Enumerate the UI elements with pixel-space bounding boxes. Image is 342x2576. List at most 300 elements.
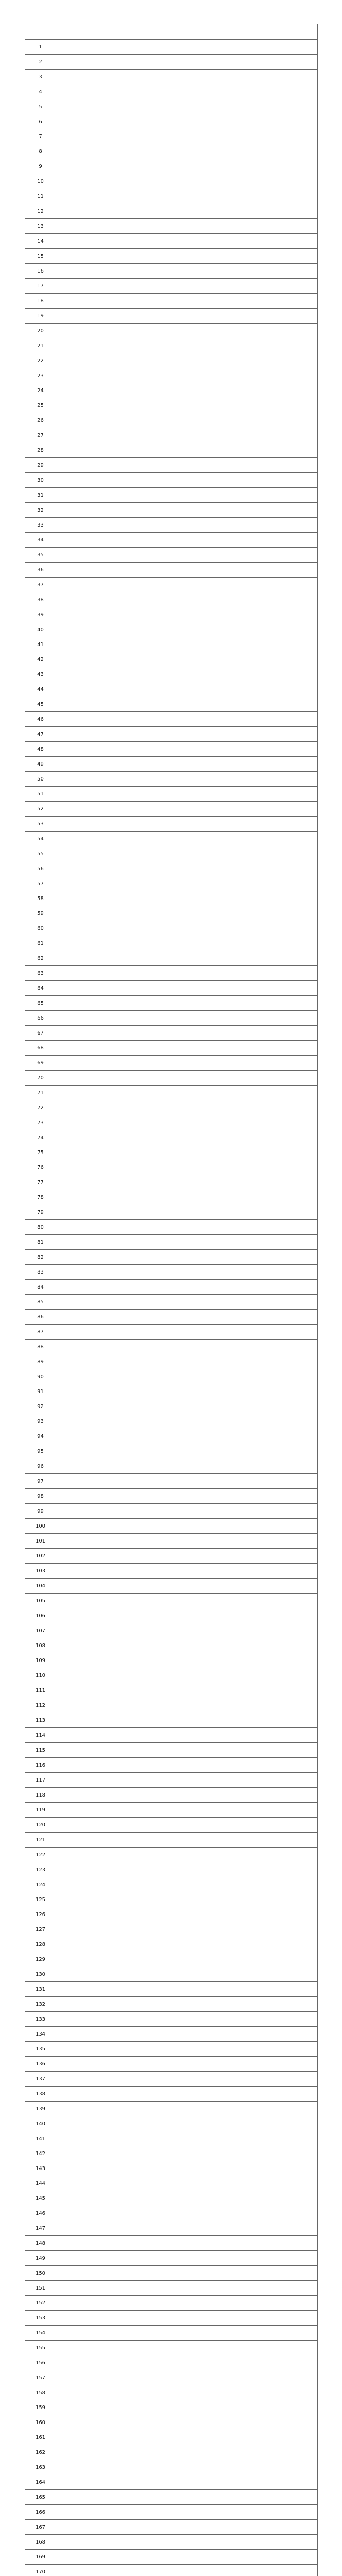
row-region [56,906,98,921]
row-index: 117 [25,1773,56,1788]
row-region [56,1713,98,1728]
table-row [25,607,318,622]
row-index: 139 [25,2102,56,2116]
row-company-name [98,936,318,951]
row-index: 67 [25,1026,56,1041]
row-region [56,473,98,488]
row-company-name [98,1937,318,1952]
row-company-name [98,802,318,817]
row-region [56,787,98,802]
row-region [56,2490,98,2505]
row-company-name [98,2341,318,2355]
table-row [25,1354,318,1369]
table-row [25,219,318,234]
row-company-name [98,55,318,70]
row-company-name [98,40,318,55]
table-row [25,383,318,398]
table-row [25,1444,318,1459]
row-index: 104 [25,1579,56,1594]
table-row [25,1369,318,1384]
row-index: 105 [25,1594,56,1608]
row-index: 65 [25,996,56,1011]
row-index: 7 [25,129,56,144]
row-index: 56 [25,861,56,876]
row-company-name [98,189,318,204]
row-company-name [98,488,318,503]
row-index: 55 [25,846,56,861]
row-company-name [98,159,318,174]
table-row [25,249,318,264]
row-company-name [98,2236,318,2251]
row-company-name [98,1369,318,1384]
row-index: 114 [25,1728,56,1743]
row-company-name [98,1579,318,1594]
row-index: 35 [25,548,56,563]
row-index: 96 [25,1459,56,1474]
table-row [25,1952,318,1967]
row-region [56,2430,98,2445]
row-region [56,1354,98,1369]
row-company-name [98,1519,318,1534]
row-region [56,1115,98,1130]
row-company-name [98,1295,318,1310]
row-region [56,219,98,234]
row-region [56,1384,98,1399]
row-region [56,2206,98,2221]
table-row [25,413,318,428]
row-company-name [98,503,318,518]
row-region [56,697,98,712]
row-index: 147 [25,2221,56,2236]
row-index: 76 [25,1160,56,1175]
row-region [56,70,98,84]
row-region [56,1848,98,1862]
table-row [25,1175,318,1190]
row-index: 119 [25,1803,56,1818]
row-index: 79 [25,1205,56,1220]
row-region [56,1011,98,1026]
row-index: 109 [25,1653,56,1668]
row-index: 143 [25,2161,56,2176]
row-index: 21 [25,338,56,353]
row-company-name [98,1564,318,1579]
row-company-name [98,1892,318,1907]
row-company-name [98,667,318,682]
row-company-name [98,428,318,443]
table-row [25,2221,318,2236]
table-row [25,458,318,473]
row-index: 81 [25,1235,56,1250]
row-index: 6 [25,114,56,129]
row-company-name [98,353,318,368]
row-region [56,443,98,458]
row-region [56,2057,98,2072]
row-company-name [98,1265,318,1280]
row-company-name [98,2326,318,2341]
row-index: 157 [25,2370,56,2385]
row-index: 63 [25,966,56,981]
row-company-name [98,443,318,458]
row-company-name [98,129,318,144]
row-company-name [98,99,318,114]
row-index: 167 [25,2520,56,2535]
row-company-name [98,2176,318,2191]
row-company-name [98,2400,318,2415]
table-row [25,2087,318,2102]
table-row [25,1504,318,1519]
table-row [25,473,318,488]
row-index: 163 [25,2460,56,2475]
row-company-name [98,338,318,353]
row-region [56,1444,98,1459]
table-row [25,2281,318,2296]
row-region [56,2072,98,2087]
table-row [25,2326,318,2341]
row-index: 141 [25,2131,56,2146]
row-region [56,951,98,966]
table-row [25,712,318,727]
row-region [56,84,98,99]
row-index: 34 [25,533,56,548]
row-index: 88 [25,1340,56,1354]
row-company-name [98,1907,318,1922]
row-index: 78 [25,1190,56,1205]
table-row [25,1459,318,1474]
table-row [25,996,318,1011]
row-index: 27 [25,428,56,443]
row-company-name [98,921,318,936]
row-index: 46 [25,712,56,727]
row-index: 58 [25,891,56,906]
table-row [25,2520,318,2535]
table-row [25,802,318,817]
row-company-name [98,1086,318,1100]
table-row [25,1788,318,1803]
row-region [56,1623,98,1638]
row-company-name [98,787,318,802]
row-index: 149 [25,2251,56,2266]
row-index: 14 [25,234,56,249]
row-region [56,2535,98,2550]
row-region [56,1833,98,1848]
row-index: 13 [25,219,56,234]
table-row [25,2475,318,2490]
table-row [25,727,318,742]
table-row [25,428,318,443]
row-index: 135 [25,2042,56,2057]
row-company-name [98,1504,318,1519]
table-row [25,2385,318,2400]
table-row [25,1862,318,1877]
row-company-name [98,1399,318,1414]
table-row [25,1325,318,1340]
row-index: 97 [25,1474,56,1489]
row-index: 24 [25,383,56,398]
table-row [25,1489,318,1504]
row-index: 130 [25,1967,56,1982]
row-company-name [98,2221,318,2236]
row-index: 159 [25,2400,56,2415]
row-region [56,398,98,413]
row-index: 110 [25,1668,56,1683]
row-company-name [98,2415,318,2430]
table-row [25,2505,318,2520]
row-region [56,1997,98,2012]
table-row [25,518,318,533]
row-company-name [98,1354,318,1369]
table-row [25,2296,318,2311]
row-index: 89 [25,1354,56,1369]
row-region [56,2012,98,2027]
row-company-name [98,1743,318,1758]
table-row [25,353,318,368]
row-company-name [98,846,318,861]
row-region [56,1608,98,1623]
row-index: 111 [25,1683,56,1698]
row-index: 18 [25,294,56,309]
row-region [56,1145,98,1160]
row-region [56,294,98,309]
row-region [56,2296,98,2311]
row-index: 77 [25,1175,56,1190]
row-company-name [98,1235,318,1250]
row-index: 91 [25,1384,56,1399]
table-row [25,1160,318,1175]
row-region [56,861,98,876]
row-index: 129 [25,1952,56,1967]
row-region [56,1295,98,1310]
table-row [25,1115,318,1130]
header-row [25,24,318,40]
table-row [25,906,318,921]
table-row [25,1011,318,1026]
row-region [56,966,98,981]
row-company-name [98,622,318,637]
row-region [56,413,98,428]
row-index: 98 [25,1489,56,1504]
row-company-name [98,1071,318,1086]
row-company-name [98,1190,318,1205]
row-region [56,144,98,159]
table-row [25,324,318,338]
row-company-name [98,2311,318,2326]
row-company-name [98,2445,318,2460]
row-company-name [98,1698,318,1713]
row-index: 128 [25,1937,56,1952]
row-company-name [98,563,318,578]
row-index: 23 [25,368,56,383]
row-company-name [98,1608,318,1623]
row-index: 87 [25,1325,56,1340]
row-company-name [98,2296,318,2311]
row-region [56,996,98,1011]
row-index: 116 [25,1758,56,1773]
row-company-name [98,473,318,488]
row-company-name [98,2087,318,2102]
row-index: 127 [25,1922,56,1937]
table-row [25,1534,318,1549]
row-index: 73 [25,1115,56,1130]
row-region [56,368,98,383]
row-region [56,204,98,219]
row-company-name [98,174,318,189]
table-row [25,2565,318,2576]
table-row [25,1579,318,1594]
row-index: 49 [25,757,56,772]
row-region [56,159,98,174]
row-company-name [98,2505,318,2520]
row-region [56,1489,98,1504]
row-company-name [98,2370,318,2385]
table-row [25,1250,318,1265]
row-region [56,757,98,772]
row-company-name [98,1056,318,1071]
table-row [25,2400,318,2415]
row-company-name [98,84,318,99]
row-region [56,458,98,473]
row-company-name [98,2146,318,2161]
row-region [56,1369,98,1384]
table-row [25,174,318,189]
row-region [56,742,98,757]
row-region [56,802,98,817]
row-company-name [98,1130,318,1145]
row-index: 120 [25,1818,56,1833]
row-company-name [98,2266,318,2281]
row-company-name [98,817,318,832]
row-index: 42 [25,652,56,667]
row-region [56,2415,98,2430]
table-row [25,2161,318,2176]
row-region [56,1982,98,1997]
table-row [25,1803,318,1818]
row-region [56,891,98,906]
table-row [25,1758,318,1773]
row-region [56,189,98,204]
row-index: 45 [25,697,56,712]
row-region [56,1220,98,1235]
row-index: 123 [25,1862,56,1877]
row-index: 92 [25,1399,56,1414]
table-row [25,1833,318,1848]
row-index: 153 [25,2311,56,2326]
table-row [25,2072,318,2087]
row-company-name [98,219,318,234]
table-row [25,1384,318,1399]
table-row [25,1310,318,1325]
row-index: 19 [25,309,56,324]
row-index: 38 [25,592,56,607]
row-region [56,1175,98,1190]
row-index: 70 [25,1071,56,1086]
row-region [56,2042,98,2057]
row-region [56,338,98,353]
table-row [25,1773,318,1788]
row-index: 54 [25,832,56,846]
table-row [25,40,318,55]
row-company-name [98,2251,318,2266]
row-index: 10 [25,174,56,189]
row-index: 37 [25,578,56,592]
row-region [56,2311,98,2326]
row-index: 16 [25,264,56,279]
row-index: 31 [25,488,56,503]
row-region [56,1758,98,1773]
table-row [25,1982,318,1997]
table-row [25,966,318,981]
row-index: 50 [25,772,56,787]
row-index: 121 [25,1833,56,1848]
row-region [56,1862,98,1877]
row-index: 148 [25,2236,56,2251]
table-row [25,2012,318,2027]
row-region [56,353,98,368]
row-company-name [98,2550,318,2565]
row-index: 17 [25,279,56,294]
row-company-name [98,249,318,264]
row-index: 154 [25,2326,56,2341]
row-company-name [98,772,318,787]
row-region [56,2236,98,2251]
table-row [25,548,318,563]
row-index: 134 [25,2027,56,2042]
table-row [25,2131,318,2146]
table-row [25,533,318,548]
table-row [25,2206,318,2221]
row-company-name [98,1922,318,1937]
row-company-name [98,712,318,727]
table-row [25,2355,318,2370]
row-region [56,2281,98,2296]
row-index: 103 [25,1564,56,1579]
row-region [56,2355,98,2370]
table-row [25,846,318,861]
row-company-name [98,1011,318,1026]
row-index: 124 [25,1877,56,1892]
table-row [25,1474,318,1489]
row-region [56,876,98,891]
row-index: 165 [25,2490,56,2505]
row-company-name [98,1862,318,1877]
row-region [56,533,98,548]
table-row [25,1340,318,1354]
table-row [25,1698,318,1713]
header-region [56,24,98,40]
row-company-name [98,951,318,966]
row-company-name [98,1803,318,1818]
table-row [25,1848,318,1862]
row-region [56,846,98,861]
row-region [56,936,98,951]
row-company-name [98,413,318,428]
row-index: 53 [25,817,56,832]
row-region [56,1399,98,1414]
table-row [25,189,318,204]
row-region [56,1892,98,1907]
row-index: 86 [25,1310,56,1325]
row-region [56,1937,98,1952]
row-region [56,1967,98,1982]
row-index: 68 [25,1041,56,1056]
row-company-name [98,1459,318,1474]
row-company-name [98,592,318,607]
table-row [25,1743,318,1758]
row-region [56,2385,98,2400]
table-row [25,817,318,832]
row-company-name [98,309,318,324]
row-company-name [98,383,318,398]
row-company-name [98,1728,318,1743]
